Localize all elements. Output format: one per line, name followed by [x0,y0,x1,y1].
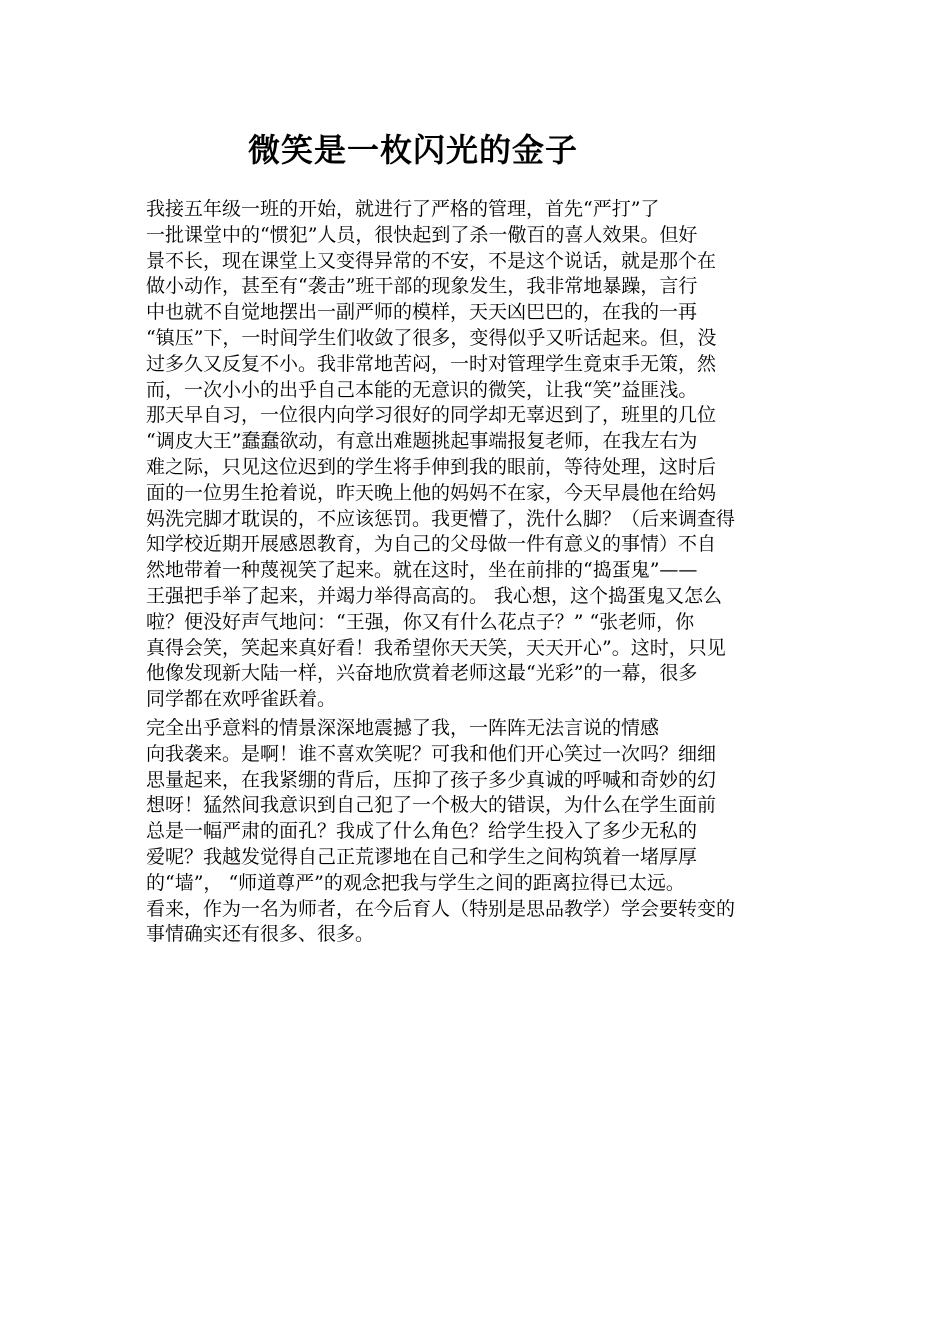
text-line: “调皮大王”蠢蠢欲动，有意出难题挑起事端报复老师，在我左右为 [146,430,698,453]
text-line: 他像发现新大陆一样，兴奋地欣赏着老师这最“光彩”的一幕，很多 [146,662,698,685]
text-line: 真得会笑，笑起来真好看！我希望你天天笑，天天开心”。这时，只见 [146,636,726,659]
text-line: 看来，作为一名为师者，在今后育人（特别是思品教学）学会要转变的 [146,897,736,920]
text-line: “镇压”下，一时间学生们收敛了很多，变得似乎又听话起来。但，没 [146,326,717,349]
document-title: 微笑是一枚闪光的金子 [248,131,579,169]
text-line: 同学都在欢呼雀跃着。 [146,688,337,711]
text-line: 那天早自习，一位很内向学习很好的同学却无辜迟到了，班里的几位 [146,404,717,427]
text-line: 景不长，现在课堂上又变得异常的不安，不是这个说话，就是那个在 [146,249,717,272]
text-line: 而，一次小小的出乎自己本能的无意识的微笑，让我“笑”益匪浅。 [146,378,698,401]
text-line: 知学校近期开展感恩教育，为自己的父母做一件有意义的事情）不自 [146,533,717,556]
paragraph-1 [146,197,826,713]
text-line: 事情确实还有很多、很多。 [146,923,375,946]
text-line: 想呀！猛然间我意识到自己犯了一个极大的错误，为什么在学生面前 [146,794,717,817]
text-line: 过多久又反复不小。我非常地苦闷，一时对管理学生竟束手无策，然 [146,352,717,375]
text-line: 的“墙”， “师道尊严”的观念把我与学生之间的距离拉得已太远。 [146,871,685,894]
text-line: 我接五年级一班的开始，就进行了严格的管理，首先“严打”了 [146,198,660,220]
text-line: 难之际，只见这位迟到的学生将手伸到我的眼前，等待处理，这时后 [146,455,717,478]
text-line: 做小动作，甚至有“袭击”班干部的现象发生，我非常地暴躁，言行 [146,275,698,298]
text-line: 中也就不自觉地摆出一副严师的模样，天天凶巴巴的，在我的一再 [146,301,698,324]
text-line: 一批课堂中的“惯犯”人员，很快起到了杀一儆百的喜人效果。但好 [146,223,698,246]
paragraph-2 [146,716,826,948]
text-line: 王强把手举了起来，并竭力举得高高的。 我心想，这个捣蛋鬼又怎么 [146,584,723,607]
text-line: 啦？便没好声气地问：“王强，你又有什么花点子？” “张老师，你 [146,610,695,633]
text-line: 面的一位男生抢着说，昨天晚上他的妈妈不在家，今天早晨他在给妈 [146,481,717,504]
text-line: 然地带着一种蔑视笑了起来。就在这时，坐在前排的“捣蛋鬼”—— [146,559,698,582]
text-line: 总是一幅严肃的面孔？我成了什么角色？给学生投入了多少无私的 [146,820,698,843]
text-line: 思量起来，在我紧绷的背后，压抑了孩子多少真诚的呼喊和奇妙的幻 [146,768,717,791]
text-line: 完全出乎意料的情景深深地震撼了我，一阵阵无法言说的情感 [146,717,660,739]
text-line: 妈洗完脚才耽误的，不应该惩罚。我更懵了，洗什么脚？（后来调查得 [146,507,736,530]
text-line: 向我袭来。是啊！谁不喜欢笑呢？可我和他们开心笑过一次吗？细细 [146,742,717,765]
text-line: 爱呢？我越发觉得自己正荒谬地在自己和学生之间构筑着一堵厚厚 [146,845,698,868]
